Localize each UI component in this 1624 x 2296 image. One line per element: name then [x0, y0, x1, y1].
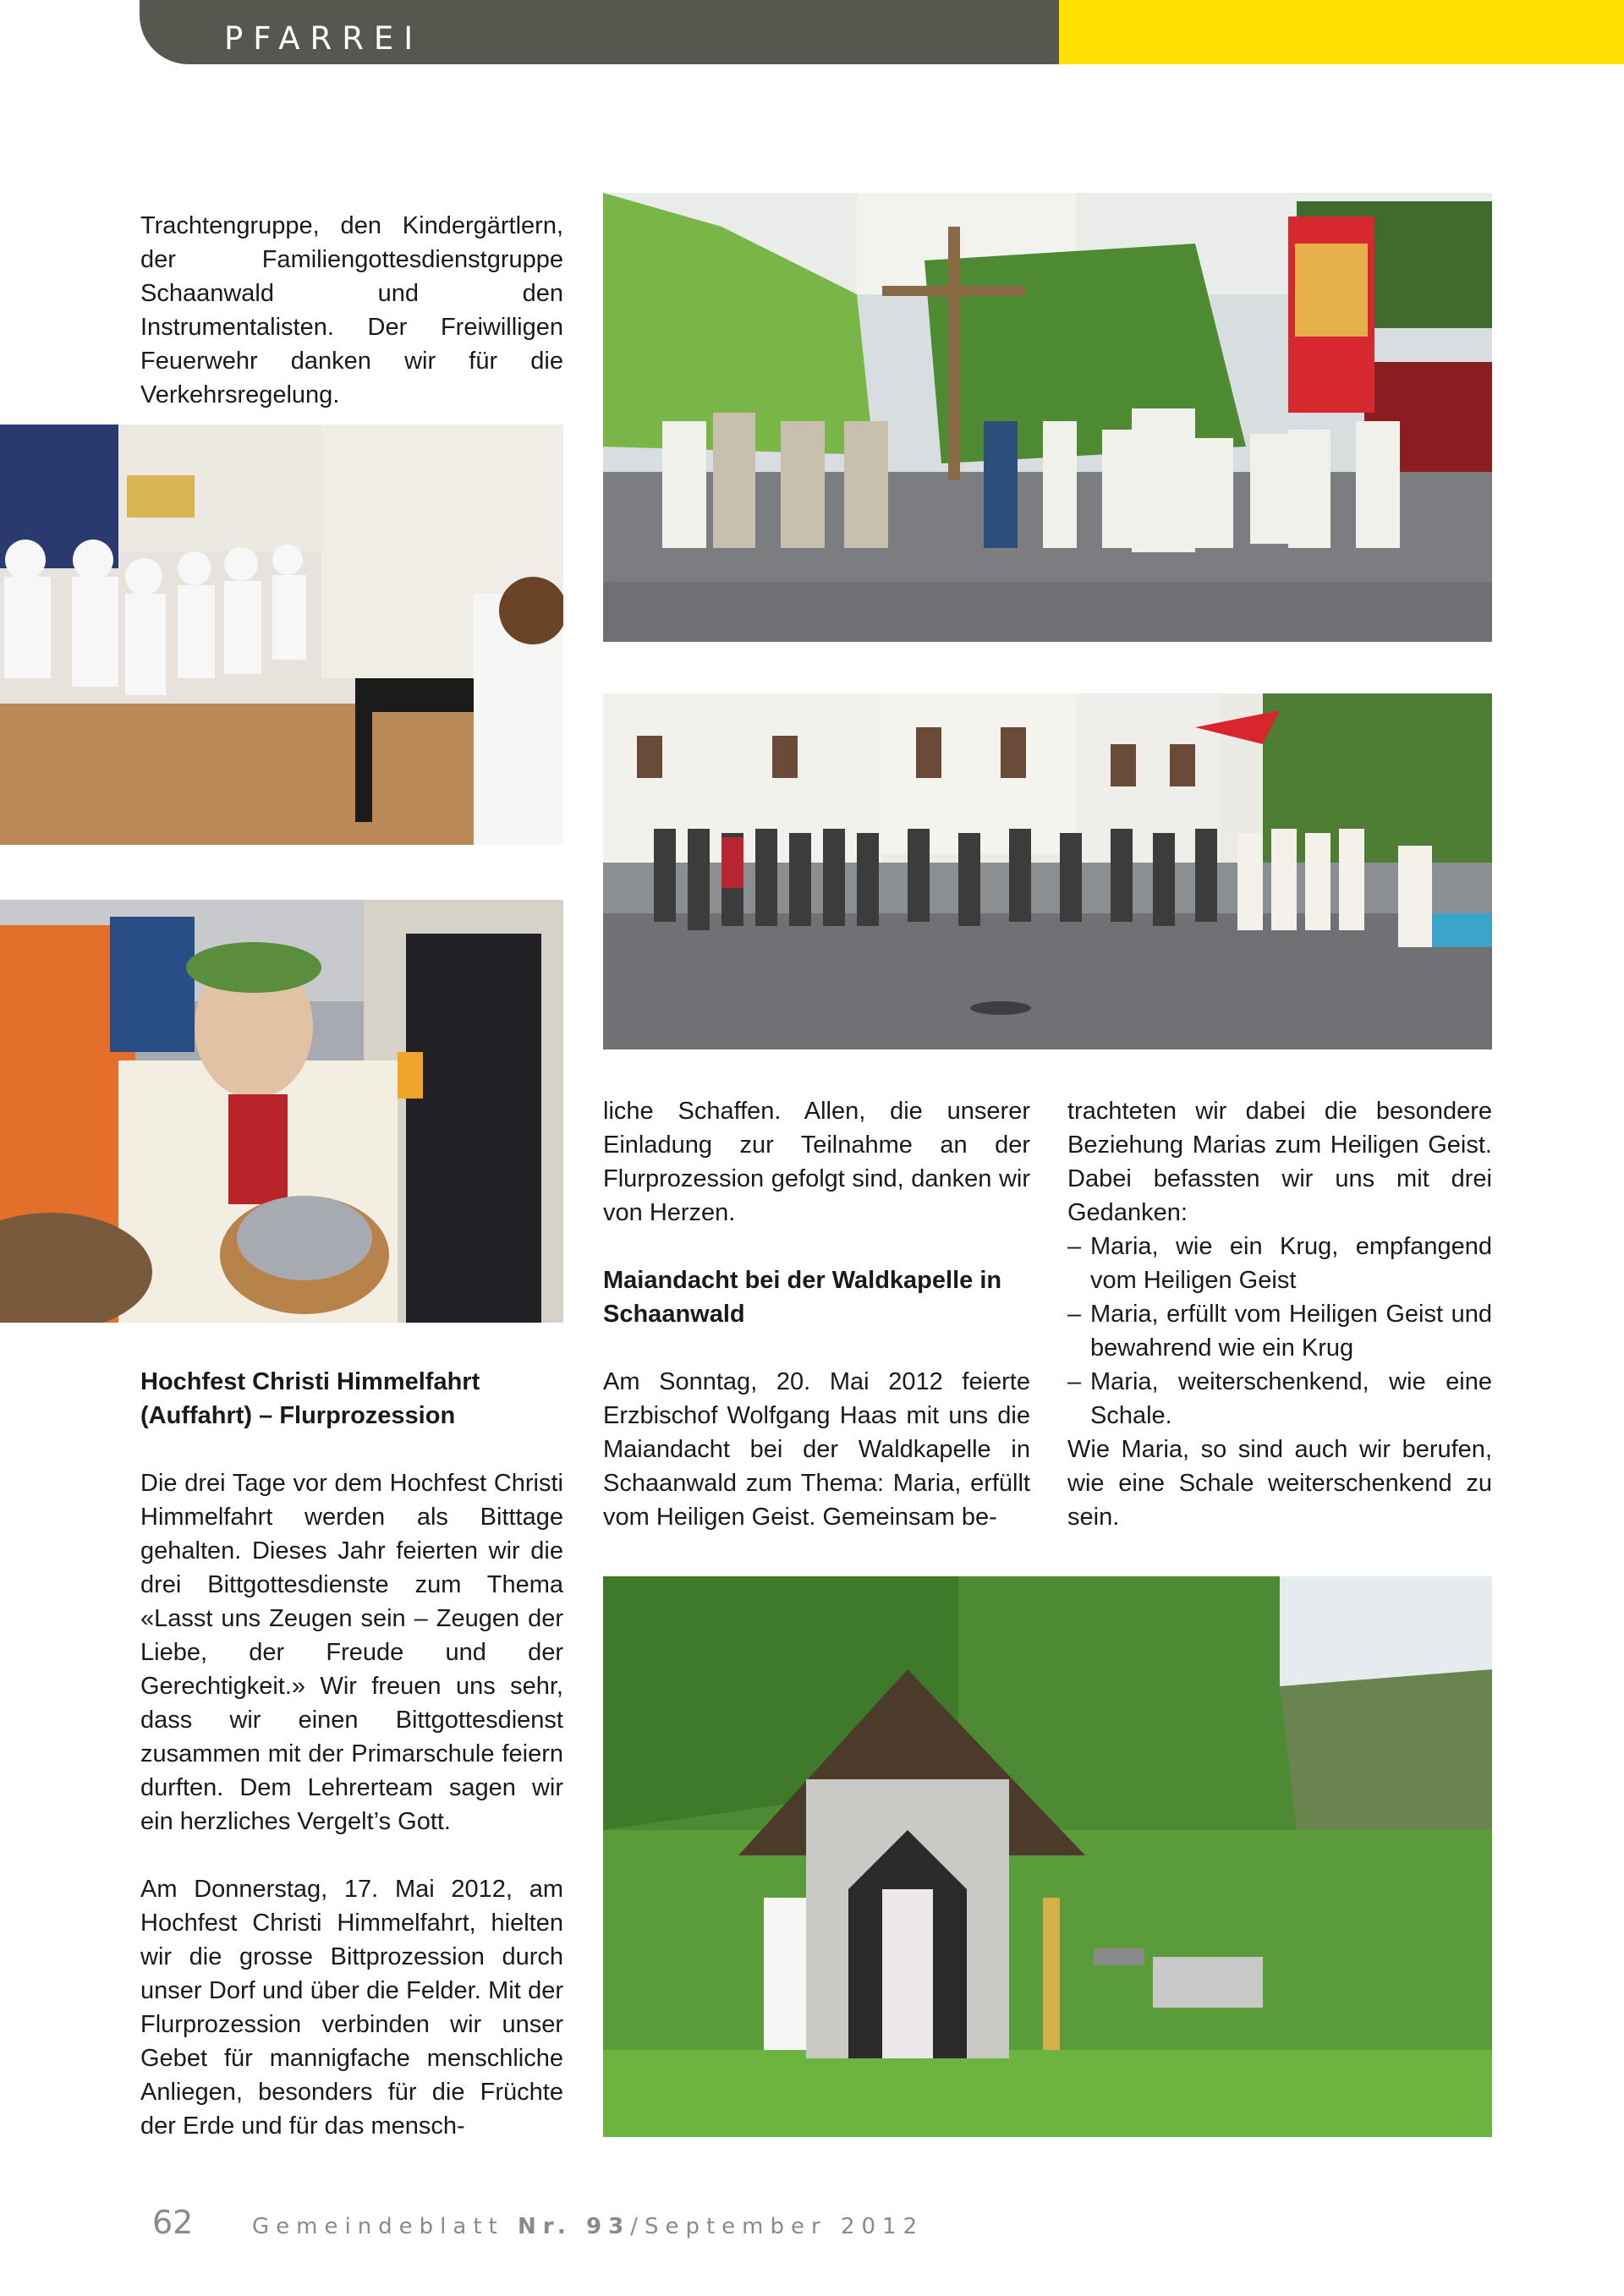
- footer-publication: [252, 2214, 924, 2239]
- issue-date: September 2012: [644, 2214, 924, 2239]
- photo-street-procession: [603, 693, 1492, 1049]
- middle-column-text: [603, 1094, 1030, 1534]
- photo-forest-chapel: [603, 1576, 1492, 2137]
- photo-children-choir: [0, 425, 563, 845]
- list-item: – Maria, wie ein Krug, empfangend vom Heiligen Geist: [1067, 1233, 1492, 1294]
- paragraph: Am Sonntag, 20. Mai 2012 feierte Erzbischof Wolfgang Haas mit uns die Maiandacht bei der Waldkapelle in Schaanwald zum Thema: Maria, erfüllt vom Heiligen Geist. Gemeinsam be-: [603, 1368, 1030, 1531]
- article-heading-line1: Hochfest Christi Himmelfahrt: [140, 1368, 480, 1395]
- list-item: – Maria, weiterschenkend, wie eine Schale.: [1067, 1368, 1492, 1429]
- paragraph: Die drei Tage vor dem Hochfest Christi Himmelfahrt werden als Bitttage gehalten. Dieses Jahr feierten wir die drei Bittgottesdienste zum Thema «Lasst uns Zeugen sein – Zeugen der Liebe, der Freude und der Gerechtigkeit.» Wir freuen uns sehr, dass wir einen Bittgottesdienst zusammen mit der Primarschule feiern durften. Dem Lehrerteam sagen wir ein herzliches Vergelt’s Gott.: [140, 1470, 563, 1835]
- separator: /: [630, 2214, 645, 2239]
- header-accent: [1059, 0, 1624, 64]
- right-column-text: [1067, 1094, 1492, 1534]
- issue-label: Nr.: [517, 2214, 573, 2239]
- issue-number: 93: [586, 2214, 631, 2239]
- photo-wayside-cross: [603, 193, 1492, 642]
- paragraph: Am Donnerstag, 17. Mai 2012, am Hochfest Christi Himmelfahrt, hielten wir die grosse Bittprozession durch unser Dorf und über die Felder. Mit der Flurprozession verbinden wir unser Gebet für mannigfache menschliche Anliegen, besonders für die Früchte der Erde und für das mensch-: [140, 1876, 563, 2140]
- paragraph: Trachtengruppe, den Kindergärtlern, der Familiengottesdienstgruppe Schaanwald und den Instrumentalisten. Der Freiwilligen Feuerwehr danken wir für die Verkehrsregelung.: [140, 212, 563, 408]
- publication-name: Gemeindeblatt: [252, 2214, 504, 2239]
- article-heading: Maiandacht bei der Waldkapelle in Schaanwald: [603, 1267, 1002, 1328]
- list-item: – Maria, erfüllt vom Heiligen Geist und bewahrend wie ein Krug: [1067, 1301, 1492, 1362]
- page-number: 62: [152, 2204, 194, 2241]
- thoughts-list: [1067, 1230, 1492, 1433]
- section-title: PFARREI: [224, 20, 424, 57]
- paragraph: Wie Maria, so sind auch wir berufen, wie eine Schale weiterschenkend zu sein.: [1067, 1436, 1492, 1531]
- left-bottom-text: [140, 1365, 563, 2143]
- left-top-text: [140, 209, 563, 412]
- paragraph: liche Schaffen. Allen, die unserer Einladung zur Teilnahme an der Flurprozession gefolgt sind, danken wir von Herzen.: [603, 1098, 1030, 1226]
- article-heading-line2: (Auffahrt) – Flurprozession: [140, 1402, 456, 1429]
- paragraph: trachteten wir dabei die besondere Beziehung Marias zum Heiligen Geist. Dabei befassten wir uns mit drei Gedanken:: [1067, 1098, 1492, 1226]
- photo-girl-costume: [0, 900, 563, 1323]
